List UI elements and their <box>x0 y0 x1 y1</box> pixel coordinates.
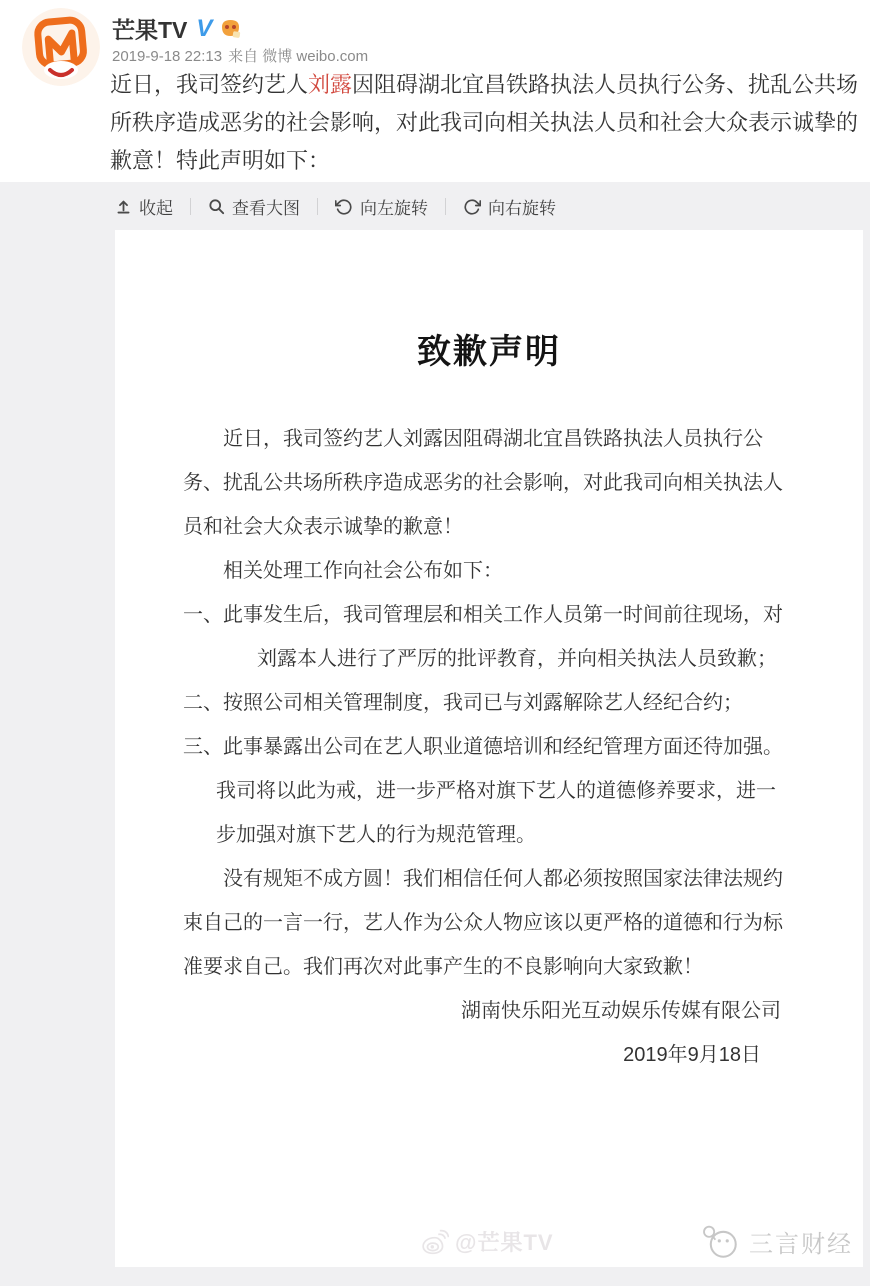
toolbar-separator <box>445 198 446 215</box>
rotate-left-icon <box>335 198 353 216</box>
statement-announce: 相关处理工作向社会公布如下： <box>223 560 503 582</box>
sanyan-caijing-logo-icon <box>701 1225 741 1259</box>
media-watermark-text: 三言财经 <box>749 1231 853 1258</box>
statement-item-1: 一、此事发生后，我司管理层和相关工作人员第一时间前往现场，对刘露本人进行了严厉的批评教育，并向相关执法人员致歉； <box>183 604 783 670</box>
verified-badge-icon: V <box>196 14 213 42</box>
weibo-watermark <box>421 1226 554 1257</box>
emoji-icon <box>219 18 242 39</box>
collapse-button[interactable] <box>115 194 173 219</box>
view-large-icon <box>208 198 225 215</box>
weibo-watermark-text: @芒果TV <box>455 1230 554 1255</box>
toolbar-separator <box>317 198 318 215</box>
post-section <box>0 0 870 182</box>
view-large-button[interactable] <box>208 194 300 219</box>
image-viewer-section <box>0 182 870 1286</box>
mango-tv-logo-icon <box>22 8 100 86</box>
author-row <box>112 12 242 45</box>
statement-intro: 近日，我司签约艺人刘露因阻碍湖北宜昌铁路执法人员执行公务、扰乱公共场所秩序造成恶劣的社会影响，对此我司向相关执法人员和社会大众表示诚挚的歉意！ <box>183 428 783 538</box>
collapse-label: 收起 <box>139 199 173 218</box>
post-text-after: 因阻碍湖北宜昌铁路执法人员执行公务、扰乱公共场所秩序造成恶劣的社会影响，对此我司向相关执法人员和社会大众表示诚挚的歉意！特此声明如下： <box>110 72 859 173</box>
rotate-right-icon <box>463 198 481 216</box>
viewer-toolbar <box>0 182 870 230</box>
view-large-label: 查看大图 <box>232 199 300 218</box>
statement-date: 2019年9月18日 <box>623 1044 761 1066</box>
rotate-left-button[interactable] <box>335 194 428 219</box>
statement-closing: 没有规矩不成方圆！我们相信任何人都必须按照国家法律法规约束自己的一言一行，艺人作为公众人物应该以更严格的道德和行为标准要求自己。我们再次对此事产生的不良影响向大家致歉！ <box>183 868 783 978</box>
collapse-icon <box>115 198 132 215</box>
media-watermark <box>701 1224 853 1259</box>
rotate-right-button[interactable] <box>463 194 556 219</box>
statement-item-3: 三、此事暴露出公司在艺人职业道德培训和经纪管理方面还待加强。我司将以此为戒，进一步严格对旗下艺人的道德修养要求，进一步加强对旗下艺人的行为规范管理。 <box>183 736 783 846</box>
author-name[interactable]: 芒果TV <box>112 17 188 43</box>
statement-body <box>183 417 783 1077</box>
weibo-logo-icon <box>421 1229 449 1255</box>
post-meta <box>112 45 368 66</box>
statement-image[interactable] <box>115 230 863 1267</box>
toolbar-separator <box>190 198 191 215</box>
statement-title: 致歉声明 <box>417 333 561 371</box>
avatar[interactable] <box>22 8 100 86</box>
liu-lu-link[interactable]: 刘露 <box>308 72 353 97</box>
post-timestamp[interactable]: 2019-9-18 22:13 <box>112 48 223 65</box>
rotate-left-label: 向左旋转 <box>360 199 428 218</box>
statement-item-2: 二、按照公司相关管理制度，我司已与刘露解除艺人经纪合约； <box>183 692 743 714</box>
rotate-right-label: 向右旋转 <box>488 199 556 218</box>
statement-signature: 湖南快乐阳光互动娱乐传媒有限公司 <box>461 1000 781 1022</box>
post-text <box>110 66 864 180</box>
post-source[interactable]: 来自 微博 weibo.com <box>228 48 369 65</box>
post-text-before: 近日，我司签约艺人 <box>110 72 309 97</box>
